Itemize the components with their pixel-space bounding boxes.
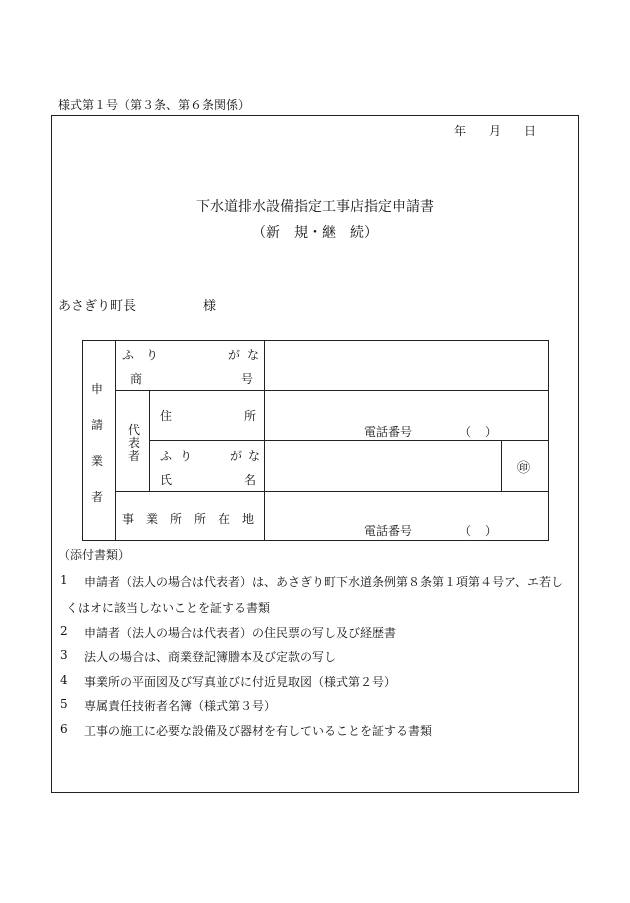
phone-paren-close-1: ） — [485, 425, 498, 439]
date-month: 月 — [489, 124, 502, 138]
phone-label-1: 電話番号 — [364, 425, 413, 439]
rep-char-2: 表 — [128, 436, 141, 450]
rep-char-1: 代 — [128, 423, 141, 437]
attachment-num: 5 — [60, 697, 68, 711]
date-year: 年 — [454, 124, 467, 138]
furigana-label-2-d: な — [248, 449, 261, 463]
office-char-2: 業 — [146, 512, 159, 526]
trade-name-label-a: 商 — [130, 372, 143, 386]
name-label-a: 氏 — [160, 473, 173, 487]
attachment-text: 専属責任技術者名簿（様式第３号） — [84, 699, 277, 713]
attachment-num: 4 — [60, 673, 68, 687]
rep-char-3: 者 — [128, 449, 141, 463]
furigana-label-1-c: が — [228, 348, 241, 362]
name-label-b: 名 — [244, 473, 257, 487]
attachment-num: 2 — [60, 624, 68, 638]
attachment-text: 申請者（法人の場合は代表者）の住民票の写し及び経歴書 — [84, 626, 397, 640]
attachment-text: 申請者（法人の場合は代表者）は、あさぎり町下水道条例第８条第１項第４号ア、エ若し — [84, 575, 564, 589]
phone-paren-close-2: ） — [485, 524, 498, 538]
attachment-num: 3 — [60, 648, 68, 662]
office-char-1: 事 — [122, 512, 135, 526]
furigana-label-2-b: り — [180, 449, 193, 463]
attachment-text: 事業所の平面図及び写真並びに付近見取図（様式第２号） — [84, 675, 397, 689]
applicant-char-1: 申 — [91, 382, 104, 396]
phone-label-2: 電話番号 — [364, 524, 413, 538]
applicant-char-2: 請 — [91, 418, 104, 432]
furigana-label-2-a: ふ — [160, 449, 173, 463]
furigana-label-1-d: な — [247, 348, 260, 362]
attachment-text: 工事の施工に必要な設備及び器材を有していることを証する書類 — [84, 724, 433, 738]
furigana-label-1-a: ふ — [122, 348, 135, 362]
address-label-b: 所 — [244, 409, 257, 423]
document-title: 下水道排水設備指定工事店指定申請書 — [196, 199, 434, 215]
furigana-label-1-b: り — [146, 348, 159, 362]
applicant-char-3: 業 — [91, 454, 104, 468]
attachment-num: 1 — [60, 573, 68, 587]
address-label-a: 住 — [160, 409, 173, 423]
office-char-6: 地 — [242, 512, 255, 526]
applicant-char-4: 者 — [91, 490, 104, 504]
attachments-title: （添付書類） — [58, 548, 131, 562]
office-char-3: 所 — [170, 512, 183, 526]
document-subtitle: （新 規・継 続） — [252, 225, 378, 241]
phone-paren-open-2: （ — [459, 524, 472, 538]
trade-name-label-b: 号 — [241, 372, 254, 386]
addressee-name: あさぎり町長 — [58, 299, 137, 314]
date-day: 日 — [524, 124, 537, 138]
attachment-num: 6 — [60, 722, 68, 736]
furigana-label-2-c: が — [230, 449, 243, 463]
addressee-honorific: 様 — [203, 299, 217, 314]
attachment-text-cont: くはオに該当しないことを証する書類 — [66, 601, 271, 615]
office-char-4: 所 — [194, 512, 207, 526]
form-reference: 様式第１号（第３条、第６条関係） — [58, 98, 251, 112]
seal-mark-icon: ㊞ — [517, 461, 531, 476]
attachment-text: 法人の場合は、商業登記簿謄本及び定款の写し — [84, 650, 337, 664]
office-char-5: 在 — [218, 512, 231, 526]
phone-paren-open-1: （ — [459, 425, 472, 439]
